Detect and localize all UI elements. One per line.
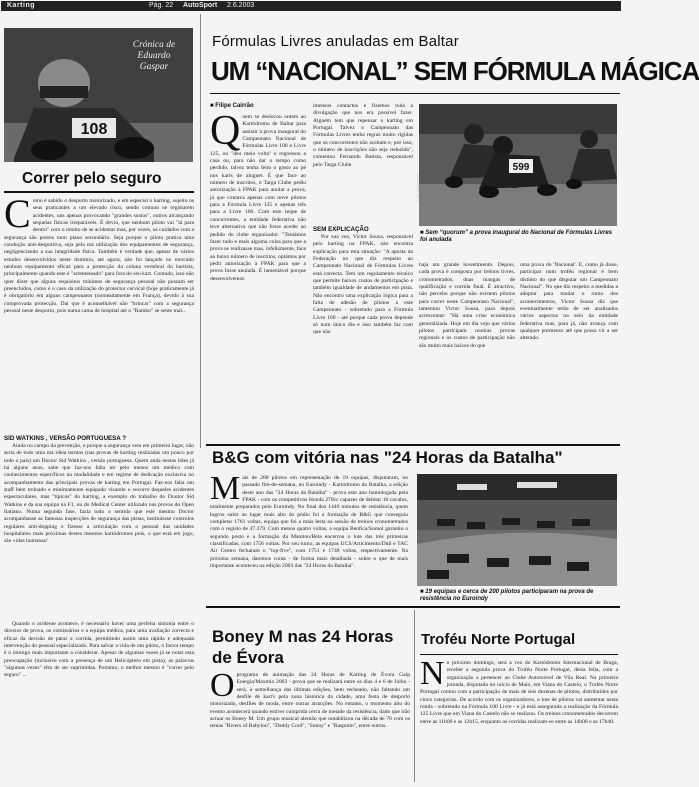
main-photo: [415, 104, 617, 226]
masthead-pub: AutoSport: [183, 2, 218, 9]
main-col-1: [210, 108, 306, 426]
bg-dropcap: M: [210, 470, 241, 507]
main-headline: UM “NACIONAL” SEM FÓRMULA MÁGICA: [211, 56, 699, 86]
main-dropcap: Q: [210, 108, 241, 154]
main-byline: ■ Filipe Cairrão: [210, 103, 254, 109]
main-photo-kart-number: 599: [512, 162, 530, 173]
bg-photo-caption: ■ 19 equipas e cerca de 200 pilotos participaram na prova de resistência no Euroindy: [420, 589, 594, 602]
trofeu-rule: [420, 654, 618, 655]
main-col-1-text: uem se deslocou ontem ao Kartódromo de Baltar para assistir à prova inaugural do Campeonato Nacional de Fórmulas Livre 100 e Livre 125, ou "deu meia volta" e regressou a casa ou, para não dar o tempo como perdido, talvez tenha feito o gosto ao pé nos karts de aluguer. É que face ao número de inscritos, o Targa Clube pediu autorização à FPAK para anular a prova, já que contava apenas com nove pilotos para a Fórmula Livre 125 e apenas três para a Livre 100. Com este leque de concorrentes, a entidade federativa não teve alternativa que não fosse aceder ao pedido do clube organizador. "Tentámos fazer tudo e mais alguma coisa para que a prova se realizasse mas, infelizmente, face ao baixo número de inscritos, optámos por pedir autorização à FPAK para que a prova fosse anulada. É lamentável porque desenvolvemos: [210, 114, 306, 282]
trofeu-body: [420, 655, 618, 782]
trofeu-headline: Troféu Norte Portugal: [421, 631, 576, 648]
bg-body-text: ais de 200 pilotos em representação de 19 equipas, disputaram, no passado fim-de-semana, no Euroindy - Kartódromo da Batalha, a edição deste ano das "24 Horas da Batalha" - prova este ano homologada pela FPAK - com os competitivos Honda 270cc capazes de debitar 16 cavalos, totalmente preparados pelo Euroindy. No final dos 1440 minutos de resistência, quem logrou subir ao lugar mais alto do pódio foi a formação de B&G que conseguiu completar 1761 voltas, equipa que foi a mais lesta na sessão de treinos cronometrados com o registo de 47.379. Com menos quatro voltas, a equipa Benfica/Sumol garantiu o segundo posto e a formação da Manitou/Beta encerrou o lote das três primeiras classificadas, com 1756 voltas. Por seu turno, as equipas UCS/Articimento/Duli e TAC Air Centro fecharam o "top-five", com 1751 e 1748 voltas, respectivamente. Na próxima semana, daremos conta - de forma mais detalhada - sobre o que de mais importante aconteceu na edição 2003 das "24 Horas da Batalha".: [210, 475, 408, 570]
masthead-section: Karting: [7, 2, 35, 9]
lower-column-separator: [414, 610, 415, 782]
bg-headline: B&G com vitória nas "24 Horas da Batalha": [212, 448, 563, 467]
columnist-label-line1: Crónica de: [132, 40, 176, 50]
main-headline-rule: [210, 93, 620, 94]
main-col-2b-text: Por sua vez, Victor Sousa, responsável pelo karting na FPAK, não encontra explicação para esta situação: "A aposta da Federação no que diz respeito ao Campeonato Nacional de Fórmulas Livres está correcta. Tem um regulamento técnico que permite baixos custos de participação e também igualdade de andamentos em pista. Não encontro uma explicação lógica para a falta de adesão de pilotos a este Campeonato - sobretudo para a Fórmula Livre 100 - até porque cada prova depende só num único dia e isso também faz com que não: [313, 234, 413, 336]
column-title: Correr pelo seguro: [4, 167, 194, 193]
column-body: [4, 191, 194, 428]
column-body-3: Quando o acidente acontece, é necessário haver uma perfeita sintonia entre o director de prova, os comissários e a equipa médica, para uma avaliação correcta e eficaz da decisão de parar a corrida, permitindo assim uma rápida e adequada intervenção do pessoal especializado. Para salvar a vida de um piloto, o factor tempo é o inimigo mais importante a considerar. Apesar de algumas vezes já se notar esta preocupação (inclusive com a presença de um Helicóptero em pista), as palavras "algumas vezes" têm de ser suprimidas. Portanto, o melhor mesmo é "correr pelo seguro" ...: [4, 621, 194, 679]
main-col-4: uma prova do 'Nacional'. E, como já disse, participar num troféu regional é bem distinto do que disputar um Campeonato Nacional". No que diz respeito a medidas a adoptar para mudar o rumo dos acontecimentos, Victor Sousa diz que eventualmente terão de ser analisados vários aspectos no seio da entidade federativa mas, para já, não avança com qualquer pormenor até que possa vir a ser alterado.: [520, 262, 618, 342]
main-subheading: SEM EXPLICAÇÃO: [313, 226, 369, 233]
column-body-2: Ainda no campo da prevenção, e porque a segurança vem em primeiro lugar, não seria de todo uma má ideia termos (nas provas de karting realizadas um pouco por todo o país) um Doctor Sid Watkins , versão portuguesa. Quem anda nestas lides já há alguns anos, sabe que faz-nos falta ter pelo menos um médico com conhecimentos específicos na modalidade e em regime de dedicação exclusiva no acompanhamento das principais provas de karting em Portugal. Faz-nos falta um staff bem treinado e minimamente equipado visando o socorro daqueles acidentes espectaculares, mas "típicos" do karting, a exemplo do trabalho do Doutor Sid Watkins e da sua equipa na F1, ou do Medical Center utilizado nas provas do Open Italiano. Numa segunda fase, fazia todo o sentido que este mesmo Doctor acompanhasse as famosas inspecções de segurança das pistas, instituíssse controlos regulares anti-dopping e fizesse a articulação com o pessoal das unidades hospitalares mais próximas destes mesmos kartódromos pois, o que está em jogo, são vidas humanas!: [4, 443, 194, 545]
main-col-3: haja um grande investimento. Depois, cada prova é composta por treinos livres, cronometrados, duas mangas de qualificação e corrida final. É atractivo, não percebo porque não existem pilotos para correr neste Campeonato Nacional", lamentou Victor Sousa, para depois acrescentar: "Há uma crise económica generalizada. Hoje em dia vejo que vários pilotos participam noutras provas regionais e os custos de participação não são muito mais baixos do que: [419, 262, 515, 349]
bg-photo: [417, 474, 617, 586]
boney-dropcap: O: [210, 667, 235, 704]
main-col-2-text: imensos contactos e fizemos toda a divulgação que nos era possível fazer. Alguém tem que repensar o karting em Portugal. Talvez o Campeonato das Fórmulas Livres tenha regras muito rígidas que os concorrentes não aceitam e, por isso, o número de inscrições não seja reduzido", comentou Fernando Batista, responsável pelo Targa Clube.: [313, 103, 413, 168]
columnist-label-line2: Eduardo: [137, 51, 171, 61]
main-col-2: [313, 103, 413, 426]
portrait-kart-number: 108: [80, 121, 108, 138]
boney-body: [210, 667, 410, 782]
trofeu-body-text: o próximo domingo, será a vez do Kartódromo Internacional de Braga, receber a segunda prova do Troféu Norte Portugal, desta feita, com a organização a pertencer ao Clube Automóvel de Vila Real. Na primeira jornada, disputada no início de Maio, em Viana do Castelo, o Troféu Norte Portugal contou com a participação de mais de seis dezenas de pilotos, distribuídos por cinco categorias. De acordo com os organizadores, o lote de pilotos vai aumentar nesta ronda - sobretudo na Fórmula 100 Livre - e já está assegurada a realização da Fórmula 125 Livre que em Viana do Castelo não se realizou. Os treinos cronometrados decorrem entre as 11h00 e as 12h15, enquanto as corridas realizam-se entre as 14h00 e as 17h40.: [420, 660, 618, 725]
trofeu-dropcap: N: [420, 655, 445, 692]
columnist-label-line3: Gaspar: [139, 62, 169, 72]
column-separator: [200, 14, 201, 448]
column-dropcap: C: [4, 191, 31, 236]
main-byline-name: Filipe Cairrão: [215, 103, 254, 109]
columnist-portrait: [4, 28, 193, 162]
divider-bg: [206, 444, 620, 446]
boney-body-text: programa de animação das 24 Horas de Karting de Évora Galp Energia/Maxmix 2003 - prova que se realizará entre os dias 4 e 6 de Julho - será, à semelhança das últimas edições, bem recheado, não faltando um desfile de kart's pela zona histórica da cidade, uma festa de desporto motorizado, desfiles de moda, entre outras atracções. No entanto, o momento alto do evento acontecerá quando estiver cumprida cerca de metade da resistência, dado que irão actuar os Boney M. Um grupo musical alemão que notabilizou na década de 70 com os temas "Rivers of Babylon", "Daddy Cool", "Sunny" e "Rasputin", entre outros.: [210, 672, 410, 730]
masthead-page: Pág. 22: [149, 2, 174, 9]
main-photo-credit: Foto: Autosport: [415, 174, 420, 202]
bg-photo-caption-text: 19 equipas e cerca de 200 pilotos participaram na prova de resistência no Euroindy: [420, 589, 594, 602]
column-subheading: SID WATKINS , VERSÃO PORTUGUESA ?: [4, 435, 127, 442]
divider-lower: [206, 606, 620, 608]
main-photo-caption-text: Sem “quorum” a prova inaugural do Nacional de Fórmulas Livres foi anulada: [420, 230, 613, 243]
main-kicker: Fórmulas Livres anuladas em Baltar: [212, 33, 459, 50]
main-photo-caption: ■ Sem “quorum” a prova inaugural do Nacional de Fórmulas Livres foi anulada: [420, 230, 613, 243]
column-body-text: omo é sabido o desporto motorizado, e em especial o karting, sujeito os seus praticantes a um elevado risco, sendo comum se registarem acidentes, uns apenas provocando "grandes sustos", outros alcançando sequelas físicas irreparáveis. É óbvio, que nenhum piloto vai "lá para dentro" com o intuito de se acidentar mas, por vezes, os cuidados com a segurança são postos num plano secundário. Seja porque o piloto pratica uma condução anti-desportiva, seja pela má utilização dos equipamentos de segurança, negligenciando a sua integridade física. Também é verdade que, apesar de vários estudos desenvolvidos neste domínio, até agora, não foi lançado no mercado nenhum equipamento eficaz para a protecção da coluna vertebral do kartista, principalmente quando este é "arremessado" para fora do seu kart. Contudo, isso não quer dizer que alguns requisitos mínimos de segurança pessoal não possam ser preenchidos, como é o caso da utilização do protector cervical (hoje praticamente já é obrigatório em alguns campeonatos (nomeadamente em França), devido à sua comprovada protecção. Daí que é aconselhável não "brincar" com a segurança pessoal neste desporto, pois numa cama de hospital até o "Rambo" se sente mal...: [4, 198, 194, 315]
boney-headline: Boney M nas 24 Horas de Évora: [212, 627, 394, 667]
masthead: [1, 1, 621, 11]
bg-body: [210, 470, 408, 603]
masthead-date: 2.6.2003: [227, 2, 255, 9]
column-section: [4, 167, 194, 783]
